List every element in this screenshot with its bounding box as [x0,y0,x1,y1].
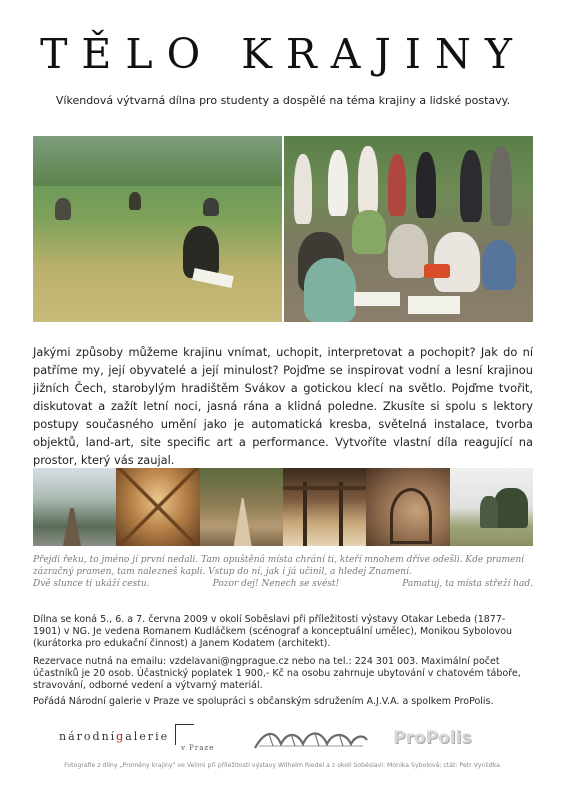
poem-line: Přejdi řeku, to jméno jí první nedali. Tam opuštěná místa chrání ti, kteří mnohem dříve odešli. Kde pramení [33,555,525,565]
logo-text: národní [59,730,117,743]
photo-group-workshop [284,136,533,322]
photo-gothic-vault [116,468,199,546]
national-gallery-logo [59,730,169,743]
logo-row [33,724,533,758]
poem-line: Pozor dej! Nenech se svést! [212,579,340,589]
poster-title: TĚLO KRAJINY [40,30,526,78]
logo-text: g [116,730,126,743]
info-organizers: Pořádá Národní galerie v Praze ve spolupráci s občanským sdružením A.J.V.A. a spolkem ProPolis. [33,696,494,707]
top-photos [33,136,533,322]
poem-last-row [33,578,533,590]
photo-interior-arch [366,468,449,546]
propolis-logo: ProPolis [393,728,472,748]
info-dates: Dílna se koná 5., 6. a 7. června 2009 v okolí Soběslavi při příležitosti výstavy Otakar Lebeda (1877-1901) v NG. Je vedena Romanem Kudláčkem (scénograf a konceptuální umělec), Monikou Sybolovou (kurátorka pro edukační činnost) a Janem Kodatem (architekt). [33,614,513,649]
photo-attic-beams [283,468,366,546]
photo-meadow-drawing [33,136,282,322]
ajva-logo-icon [251,726,371,752]
poem-line: Pamatuj, ta místa střeží had. [402,579,533,589]
info-reservation: Rezervace nutná na emailu: vzdelavani@ngprague.cz nebo na tel.: 224 301 003. Maximální počet účastníků je 20 osob. Účastnický poplatek 1 900,- Kč na osobu zahrnuje ubytování v chatovém táboře, stravování, odborné vedení a výtvarný materiál. [33,656,521,691]
poster-subtitle: Víkendová výtvarná dílna pro studenty a dospělé na téma krajiny a lidské postavy. [55,94,511,107]
photo-strip [33,468,533,546]
national-gallery-mark-icon [175,724,194,745]
photo-credits: Fotografie z dílny „Proměny krajiny" ve Velimi při příležitosti výstavy Wilhelm Riedel a z okolí Soběslavi: Monika Sybolová; ctát: Petr Vynlidka. [64,762,502,769]
logo-text: alerie [125,730,170,743]
poem-line: Dvě slunce ti ukáží cestu. [33,579,150,589]
photo-forest-path [200,468,283,546]
photo-footbridge [33,468,116,546]
poem [33,554,533,590]
national-gallery-logo-sub: v Praze [181,744,215,752]
photo-trees-field [450,468,533,546]
intro-paragraph: Jakými způsoby můžeme krajinu vnímat, uchopit, interpretovat a pochopit? Jak do ní patříme my, její obyvatelé a její minulost? Pojďme se inspirovat vodní a lesní krajinou jižních Čech, starobylým hradištěm Svákov a gotickou klecí na světlo. Pojďme tvořit, diskutovat a zažít letní noci, jasná rána a klidná poledne. Zkusíte si spolu s lektory postupy současného umění jako je automatická kresba, světelná instalace, tvorba objektů, land-art, site specific art a performance. Vytvoříte vlastní díla reagující na prostor, který vás zaujal. [33,345,533,467]
poem-line: zázračný pramen, tam nalezneš kapli. Vstup do ní, jak i já učinil, a hledej Znamení. [33,567,412,577]
